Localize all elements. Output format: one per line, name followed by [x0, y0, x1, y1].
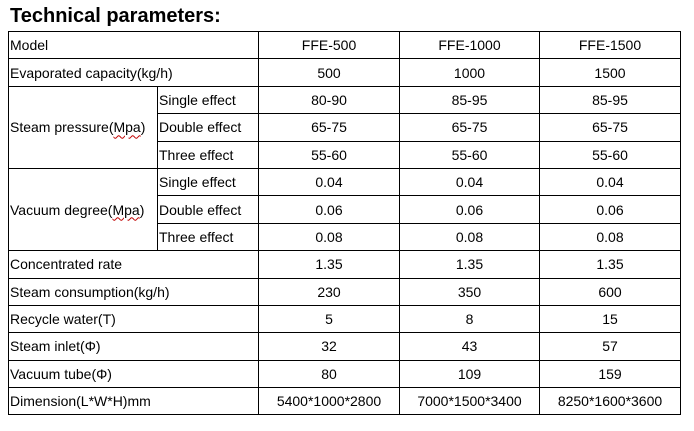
sub-label-effect: Double effect — [158, 196, 259, 223]
column-header-model-3: FFE-1500 — [540, 32, 681, 59]
table-cell: 0.06 — [400, 196, 540, 223]
table-cell: 350 — [400, 278, 540, 305]
table-cell: 0.04 — [400, 168, 540, 195]
table-cell: 55-60 — [259, 141, 400, 168]
table-cell: 0.04 — [540, 168, 681, 195]
table-cell: 1.35 — [540, 251, 681, 278]
table-row-steam-consumption — [9, 278, 681, 305]
table-row-model — [9, 32, 681, 59]
table-cell: 109 — [400, 360, 540, 387]
row-label-evaporated-capacity: Evaporated capacity(kg/h) — [9, 59, 259, 86]
table-cell: 15 — [540, 305, 681, 332]
table-row-steam-inlet — [9, 333, 681, 360]
table-cell: 5400*1000*2800 — [259, 388, 400, 415]
table-cell: 1.35 — [259, 251, 400, 278]
vacuum-degree-label-suffix: ) — [139, 201, 145, 218]
table-cell: 55-60 — [400, 141, 540, 168]
sub-label-effect: Single effect — [158, 168, 259, 195]
table-row-vacuum-degree-single — [9, 168, 681, 195]
table-cell: 159 — [540, 360, 681, 387]
row-label-vacuum-tube: Vacuum tube(Φ) — [9, 360, 259, 387]
column-header-model-2: FFE-1000 — [400, 32, 540, 59]
table-row-vacuum-tube — [9, 360, 681, 387]
table-cell: 230 — [259, 278, 400, 305]
table-cell: 1500 — [540, 59, 681, 86]
sub-label-effect: Three effect — [158, 141, 259, 168]
row-label-model: Model — [9, 32, 259, 59]
sub-label-effect: Double effect — [158, 114, 259, 141]
table-cell: 85-95 — [540, 86, 681, 113]
table-cell: 0.06 — [540, 196, 681, 223]
row-label-vacuum-degree — [9, 168, 158, 250]
page-title: Technical parameters: — [10, 5, 221, 27]
table-cell: 0.08 — [259, 223, 400, 250]
row-label-concentrated-rate: Concentrated rate — [9, 251, 259, 278]
table-cell: 80-90 — [259, 86, 400, 113]
table-cell: 500 — [259, 59, 400, 86]
row-label-dimension: Dimension(L*W*H)mm — [9, 388, 259, 415]
table-cell: 55-60 — [540, 141, 681, 168]
table-cell: 65-75 — [540, 114, 681, 141]
table-row-recycle-water — [9, 305, 681, 332]
table-cell: 600 — [540, 278, 681, 305]
table-cell: 32 — [259, 333, 400, 360]
row-label-recycle-water: Recycle water(T) — [9, 305, 259, 332]
table-cell: 0.08 — [400, 223, 540, 250]
table-cell: 0.06 — [259, 196, 400, 223]
table-cell: 80 — [259, 360, 400, 387]
table-cell: 8 — [400, 305, 540, 332]
table-cell: 5 — [259, 305, 400, 332]
steam-pressure-label-unit: Mpa — [113, 119, 141, 136]
table-cell: 43 — [400, 333, 540, 360]
table-row-dimension — [9, 388, 681, 415]
sub-label-effect: Three effect — [158, 223, 259, 250]
table-cell: 1.35 — [400, 251, 540, 278]
table-cell: 1000 — [400, 59, 540, 86]
table-cell: 85-95 — [400, 86, 540, 113]
table-cell: 65-75 — [400, 114, 540, 141]
table-cell: 0.04 — [259, 168, 400, 195]
row-label-steam-pressure — [9, 86, 158, 168]
table-cell: 7000*1500*3400 — [400, 388, 540, 415]
steam-pressure-label-suffix: ) — [140, 119, 146, 136]
table-row-concentrated-rate — [9, 251, 681, 278]
sub-label-effect: Single effect — [158, 86, 259, 113]
steam-pressure-label-prefix: Steam pressure( — [10, 119, 114, 136]
table-row-evaporated-capacity — [9, 59, 681, 86]
table-cell: 0.08 — [540, 223, 681, 250]
row-label-steam-consumption: Steam consumption(kg/h) — [9, 278, 259, 305]
table-cell: 57 — [540, 333, 681, 360]
table-cell: 65-75 — [259, 114, 400, 141]
row-label-steam-inlet: Steam inlet(Φ) — [9, 333, 259, 360]
table-row-steam-pressure-single — [9, 86, 681, 113]
vacuum-degree-label-unit: Mpa — [112, 201, 140, 218]
vacuum-degree-label-prefix: Vacuum degree( — [10, 201, 113, 218]
technical-parameters-table — [8, 31, 681, 415]
table-cell: 8250*1600*3600 — [540, 388, 681, 415]
column-header-model-1: FFE-500 — [259, 32, 400, 59]
